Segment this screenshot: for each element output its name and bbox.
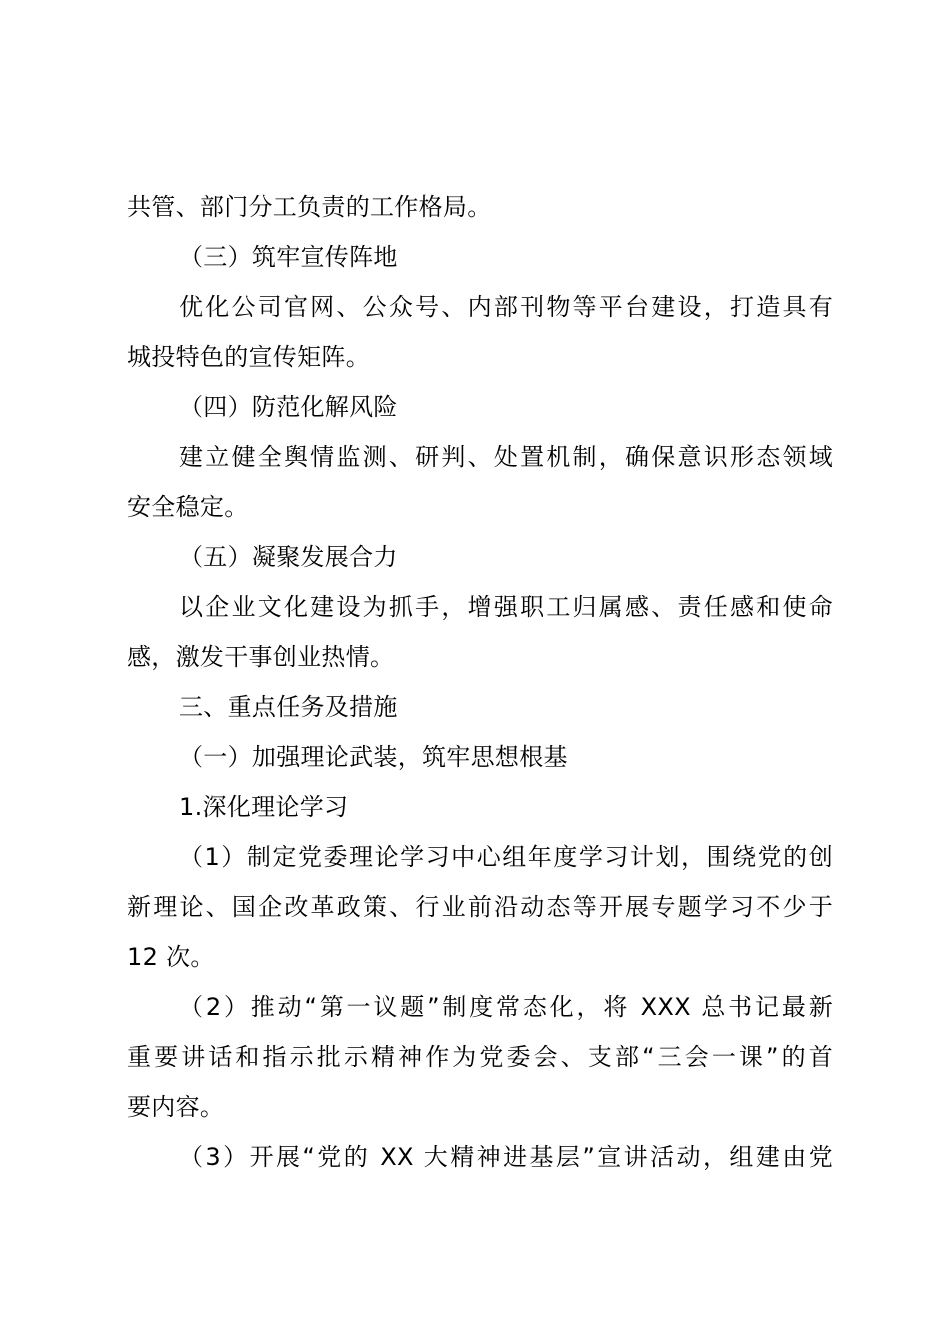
list-item-line: 新理论、国企改革政策、行业前沿动态等开展专题学习不少于	[127, 893, 833, 921]
section-heading-5: （五）凝聚发展合力	[179, 543, 398, 571]
subsection-heading: 1.深化理论学习	[179, 793, 349, 821]
paragraph-line: 感，激发干事创业热情。	[127, 643, 395, 671]
list-item-line: 重要讲话和指示批示精神作为党委会、支部“三会一课”的首	[127, 1043, 833, 1071]
paragraph-line: 建立健全舆情监测、研判、处置机制，确保意识形态领域	[179, 443, 833, 471]
text-line: 共管、部门分工负责的工作格局。	[127, 193, 492, 221]
chapter-heading: 三、重点任务及措施	[179, 693, 398, 721]
paragraph-line: 优化公司官网、公众号、内部刊物等平台建设，打造具有	[179, 293, 833, 321]
list-item-line: 12 次。	[127, 943, 215, 971]
paragraph-line: 以企业文化建设为抓手，增强职工归属感、责任感和使命	[179, 593, 833, 621]
list-item-line: （1）制定党委理论学习中心组年度学习计划，围绕党的创	[179, 843, 833, 871]
list-item-line: 要内容。	[127, 1093, 225, 1121]
list-item-line: （2）推动“第一议题”制度常态化，将 XXX 总书记最新	[179, 993, 833, 1021]
list-item-line: （3）开展“党的 XX 大精神进基层”宣讲活动，组建由党	[179, 1143, 833, 1171]
section-heading-1: （一）加强理论武装，筑牢思想根基	[179, 743, 568, 771]
section-heading-3: （三）筑牢宣传阵地	[179, 243, 398, 271]
paragraph-line: 城投特色的宣传矩阵。	[127, 343, 370, 371]
paragraph-line: 安全稳定。	[127, 493, 249, 521]
section-heading-4: （四）防范化解风险	[179, 393, 398, 421]
document-body	[127, 182, 833, 1182]
